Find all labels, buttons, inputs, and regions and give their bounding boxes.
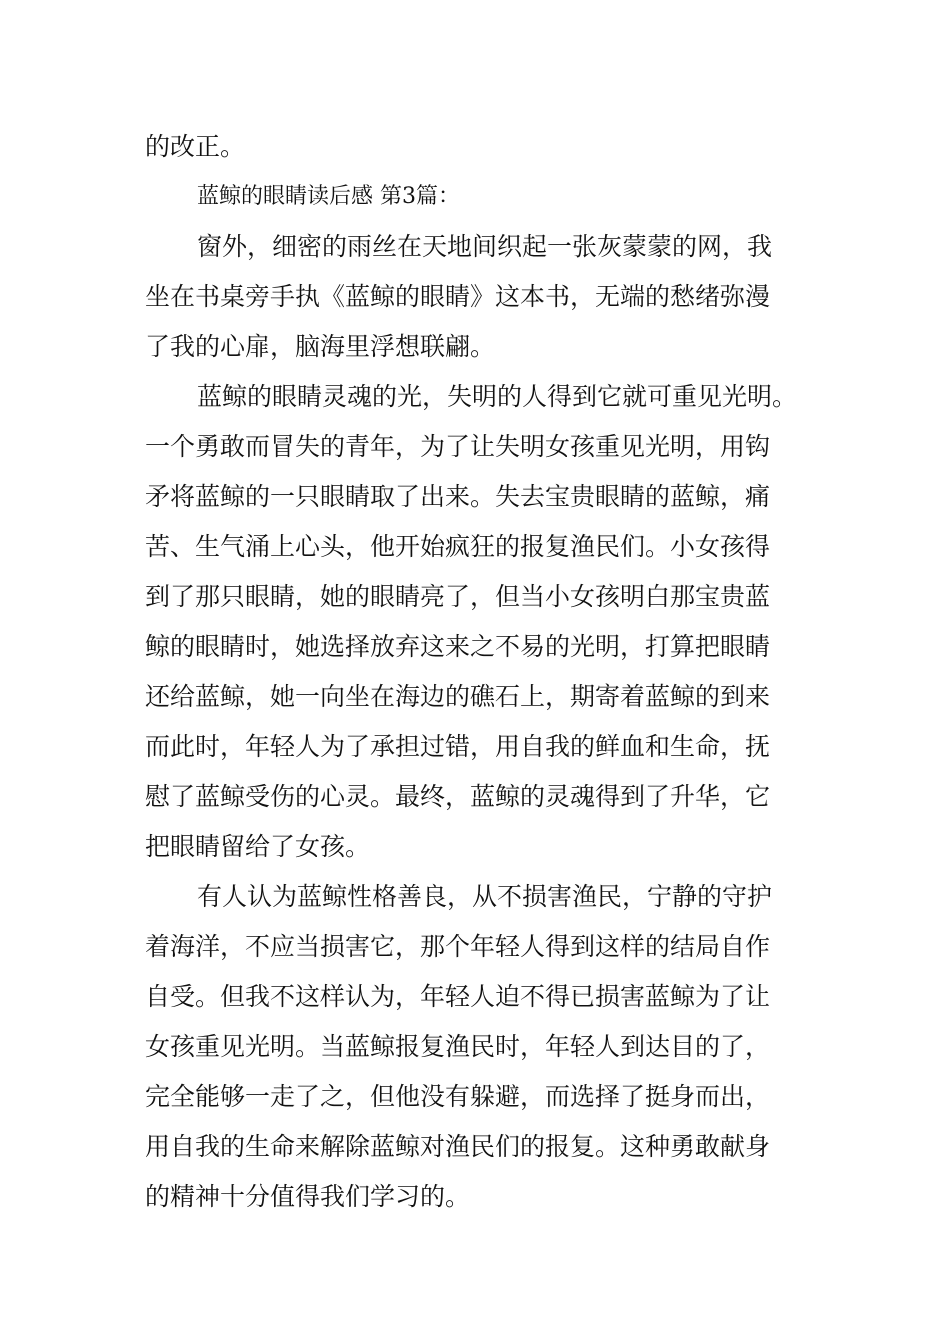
paragraph-2-line-5: 到了那只眼睛，她的眼睛亮了，但当小女孩明白那宝贵蓝 — [145, 582, 771, 611]
paragraph-3-line-5: 完全能够一走了之，但他没有躲避，而选择了挺身而出， — [145, 1082, 771, 1111]
paragraph-2-line-4: 苦、生气涌上心头，他开始疯狂的报复渔民们。小女孩得 — [145, 532, 771, 561]
section-heading: 蓝鲸的眼睛读后感 第3篇： — [197, 184, 460, 209]
paragraph-1-line-2: 坐在书桌旁手执《蓝鲸的眼睛》这本书，无端的愁绪弥漫 — [145, 282, 771, 311]
paragraph-2-line-6: 鲸的眼睛时，她选择放弃这来之不易的光明，打算把眼睛 — [145, 632, 771, 661]
continuation-line: 的改正。 — [145, 132, 246, 161]
document-body — [145, 122, 810, 1222]
paragraph-2-line-1: 蓝鲸的眼睛灵魂的光，失明的人得到它就可重见光明。 — [197, 382, 798, 411]
paragraph-1-line-1: 窗外，细密的雨丝在天地间织起一张灰蒙蒙的网，我 — [197, 232, 773, 261]
paragraph-2-line-8: 而此时，年轻人为了承担过错，用自我的鲜血和生命，抚 — [145, 732, 771, 761]
paragraph-3-line-2: 着海洋，不应当损害它，那个年轻人得到这样的结局自作 — [145, 932, 771, 961]
paragraph-3-line-4: 女孩重见光明。当蓝鲸报复渔民时，年轻人到达目的了， — [145, 1032, 771, 1061]
paragraph-1-line-3: 了我的心扉，脑海里浮想联翩。 — [145, 332, 496, 361]
paragraph-2-line-7: 还给蓝鲸，她一向坐在海边的礁石上，期寄着蓝鲸的到来 — [145, 682, 771, 711]
paragraph-3-line-3: 自受。但我不这样认为，年轻人迫不得已损害蓝鲸为了让 — [145, 982, 771, 1011]
paragraph-3-line-6: 用自我的生命来解除蓝鲸对渔民们的报复。这种勇敢献身 — [145, 1132, 771, 1161]
paragraph-2-line-3: 矛将蓝鲸的一只眼睛取了出来。失去宝贵眼睛的蓝鲸，痛 — [145, 482, 771, 511]
paragraph-2-line-10: 把眼睛留给了女孩。 — [145, 832, 371, 861]
paragraph-3-line-1: 有人认为蓝鲸性格善良，从不损害渔民，宁静的守护 — [197, 882, 773, 911]
paragraph-3-line-7: 的精神十分值得我们学习的。 — [145, 1182, 471, 1211]
paragraph-2-line-9: 慰了蓝鲸受伤的心灵。最终，蓝鲸的灵魂得到了升华，它 — [145, 782, 771, 811]
paragraph-2-line-2: 一个勇敢而冒失的青年，为了让失明女孩重见光明，用钩 — [145, 432, 771, 461]
